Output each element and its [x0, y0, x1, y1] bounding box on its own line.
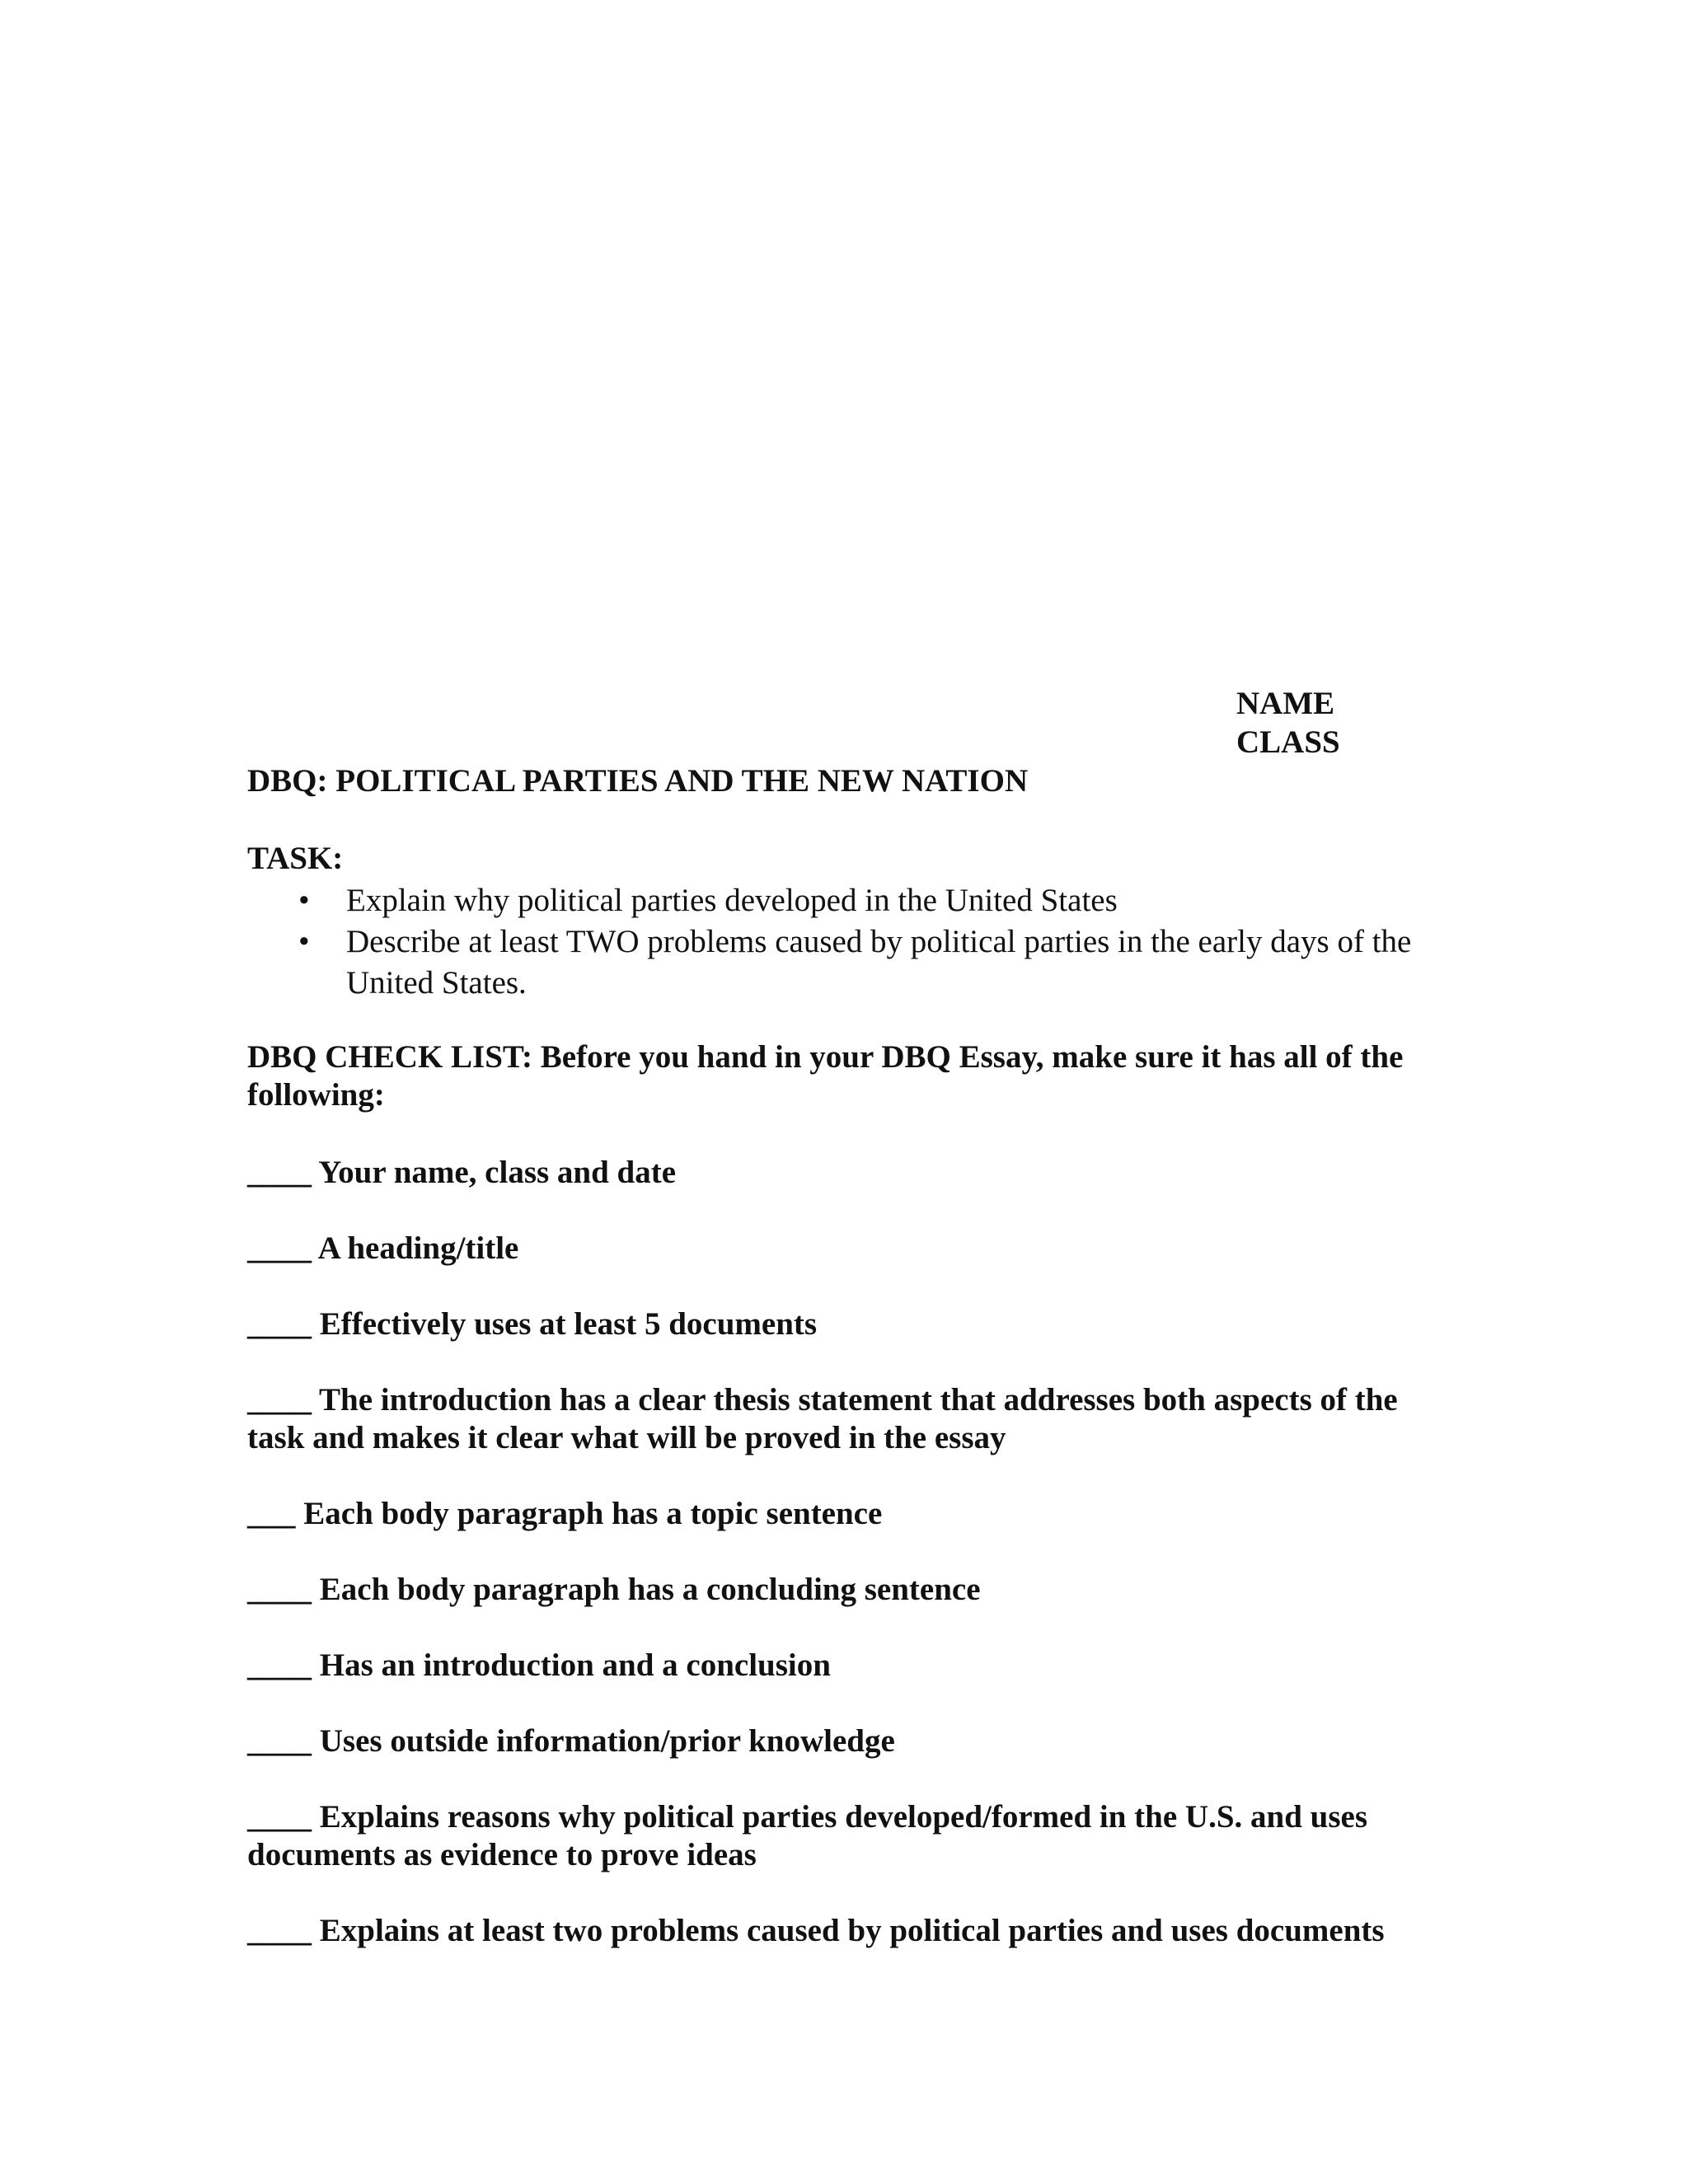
- task-label: TASK:: [247, 841, 344, 876]
- bullet-icon: •: [298, 924, 310, 959]
- task-list: [247, 880, 1434, 1004]
- checklist-item: ____ Effectively uses at least 5 documents: [247, 1306, 818, 1342]
- class-label: CLASS: [1236, 724, 1340, 760]
- checklist-item: ____ Explains at least two problems caused by political parties and uses documents: [247, 1913, 1385, 1948]
- checklist-intro: DBQ CHECK LIST: Before you hand in your DBQ Essay, make sure it has all of the following:: [247, 1039, 1404, 1113]
- task-item-text: Explain why political parties developed in the United States: [346, 883, 1118, 918]
- task-item: [247, 880, 1434, 921]
- checklist-item: ____ Explains reasons why political parties developed/formed in the U.S. and uses documents as evidence to prove ideas: [247, 1799, 1368, 1872]
- checklist-item: ____ The introduction has a clear thesis statement that addresses both aspects of the task and makes it clear what will be proved in the essay: [247, 1382, 1398, 1455]
- checklist-item: ____ Each body paragraph has a concluding sentence: [247, 1572, 981, 1607]
- checklist-item: ___ Each body paragraph has a topic sentence: [247, 1496, 883, 1531]
- name-label: NAME: [1236, 686, 1335, 721]
- document-title: DBQ: POLITICAL PARTIES AND THE NEW NATION: [247, 763, 1029, 799]
- task-item: [247, 921, 1434, 1004]
- bullet-icon: •: [298, 883, 310, 918]
- task-item-text: Describe at least TWO problems caused by political parties in the early days of the United States.: [346, 924, 1412, 1001]
- checklist-item: ____ Uses outside information/prior knowledge: [247, 1723, 895, 1759]
- student-info-header: [1236, 684, 1340, 762]
- checklist-item: ____ Has an introduction and a conclusion: [247, 1647, 831, 1683]
- checklist-item: ____ Your name, class and date: [247, 1155, 677, 1190]
- checklist: [247, 1154, 1442, 1988]
- checklist-item: ____ A heading/title: [247, 1230, 519, 1266]
